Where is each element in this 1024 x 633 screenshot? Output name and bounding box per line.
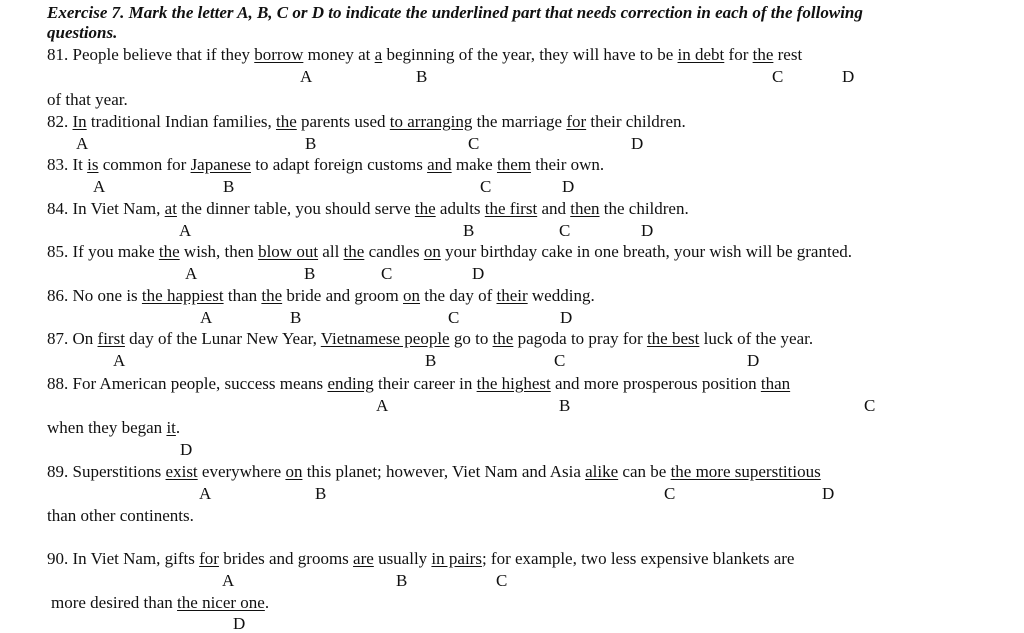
- label-a: A: [93, 177, 106, 196]
- option-d: their: [496, 286, 528, 305]
- option-a: borrow: [254, 45, 304, 64]
- label-a: A: [200, 308, 213, 327]
- option-c: the first: [484, 199, 538, 218]
- option-b: the: [414, 199, 436, 218]
- label-d: D: [562, 177, 575, 196]
- option-b: blow out: [258, 242, 319, 261]
- label-d: D: [641, 221, 654, 240]
- question-86: 86. No one is the happiest than the bride and groom on the day of their wedding.: [47, 286, 595, 305]
- label-a: A: [185, 264, 198, 283]
- label-a: A: [300, 67, 313, 86]
- label-c: C: [496, 571, 508, 590]
- option-b: on: [285, 462, 303, 481]
- label-b: B: [559, 396, 571, 415]
- label-d: D: [560, 308, 573, 327]
- label-a: A: [376, 396, 389, 415]
- exercise-title-continued: questions.: [47, 23, 118, 42]
- label-c: C: [448, 308, 460, 327]
- label-d: D: [472, 264, 485, 283]
- question-number: 83.: [47, 155, 69, 174]
- option-b: Vietnamese people: [320, 329, 450, 348]
- option-c: the: [492, 329, 514, 348]
- option-a: the: [158, 242, 180, 261]
- question-88: 88. For American people, success means ending their career in the highest and more prosperous position than: [47, 374, 791, 393]
- label-a: A: [199, 484, 212, 503]
- label-d: D: [822, 484, 835, 503]
- question-number: 86.: [47, 286, 69, 305]
- option-d: it: [166, 418, 176, 437]
- label-b: B: [315, 484, 327, 503]
- label-b: B: [305, 134, 317, 153]
- option-a: is: [87, 155, 99, 174]
- label-a: A: [113, 351, 126, 370]
- label-c: C: [772, 67, 784, 86]
- question-89: 89. Superstitions exist everywhere on this planet; however, Viet Nam and Asia alike can be the more superstitious: [47, 462, 821, 481]
- label-c: C: [468, 134, 480, 153]
- option-b: are: [353, 549, 374, 568]
- label-b: B: [425, 351, 437, 370]
- option-a: for: [199, 549, 219, 568]
- option-d: for: [566, 112, 587, 131]
- label-a: A: [179, 221, 192, 240]
- label-d: D: [180, 440, 193, 459]
- question-number: 81.: [47, 45, 69, 64]
- option-d: the: [752, 45, 774, 64]
- option-a: at: [164, 199, 177, 218]
- option-a: In: [72, 112, 87, 131]
- option-c: than: [760, 374, 791, 393]
- label-c: C: [480, 177, 492, 196]
- label-a: A: [76, 134, 89, 153]
- option-a: first: [97, 329, 125, 348]
- option-d: then: [570, 199, 600, 218]
- label-d: D: [747, 351, 760, 370]
- option-c: to arranging: [389, 112, 473, 131]
- option-c: on: [403, 286, 421, 305]
- option-c: in debt: [677, 45, 725, 64]
- question-82: 82. In traditional Indian families, the parents used to arranging the marriage for their children.: [47, 112, 686, 131]
- question-87: 87. On first day of the Lunar New Year, Vietnamese people go to the pagoda to pray for the best luck of the year.: [47, 329, 814, 348]
- label-a: A: [222, 571, 235, 590]
- option-c: the: [343, 242, 365, 261]
- label-b: B: [463, 221, 475, 240]
- label-b: B: [304, 264, 316, 283]
- label-b: B: [223, 177, 235, 196]
- option-a: exist: [165, 462, 198, 481]
- label-c: C: [864, 396, 876, 415]
- option-d: on: [423, 242, 441, 261]
- question-88-continuation: when they began it.: [47, 418, 181, 437]
- question-90-continuation: more desired than the nicer one.: [51, 593, 270, 612]
- option-c: alike: [585, 462, 619, 481]
- exercise-title: Exercise 7. Mark the letter A, B, C or D to indicate the underlined part that needs correction in each of the following: [47, 3, 863, 22]
- label-b: B: [396, 571, 408, 590]
- label-d: D: [631, 134, 644, 153]
- label-c: C: [664, 484, 676, 503]
- label-c: C: [381, 264, 393, 283]
- option-d: the more superstitious: [670, 462, 821, 481]
- option-b: a: [374, 45, 383, 64]
- question-89-continuation: than other continents.: [47, 506, 194, 525]
- option-a: the happiest: [141, 286, 224, 305]
- option-b: Japanese: [190, 155, 251, 174]
- question-number: 89.: [47, 462, 69, 481]
- option-a: ending: [327, 374, 374, 393]
- label-c: C: [559, 221, 571, 240]
- question-number: 84.: [47, 199, 69, 218]
- label-b: B: [416, 67, 428, 86]
- question-84: 84. In Viet Nam, at the dinner table, you should serve the adults the first and then the children.: [47, 199, 689, 218]
- option-b: the highest: [476, 374, 551, 393]
- label-d: D: [233, 614, 246, 633]
- label-d: D: [842, 67, 855, 86]
- option-c: in pairs: [431, 549, 482, 568]
- option-b: the: [261, 286, 283, 305]
- question-81-continuation: of that year.: [47, 90, 128, 109]
- question-number: 88.: [47, 374, 69, 393]
- option-d: the nicer one: [177, 593, 265, 612]
- question-83: 83. It is common for Japanese to adapt foreign customs and make them their own.: [47, 155, 605, 174]
- option-c: and: [427, 155, 452, 174]
- question-81: 81. People believe that if they borrow money at a beginning of the year, they will have to be in debt for the rest: [47, 45, 803, 64]
- question-number: 85.: [47, 242, 69, 261]
- label-b: B: [290, 308, 302, 327]
- question-90: 90. In Viet Nam, gifts for brides and grooms are usually in pairs; for example, two less expensive blankets are: [47, 549, 795, 568]
- question-number: 87.: [47, 329, 69, 348]
- option-d: them: [496, 155, 531, 174]
- option-b: the: [275, 112, 297, 131]
- question-number: 90.: [47, 549, 69, 568]
- question-number: 82.: [47, 112, 69, 131]
- option-d: the best: [646, 329, 700, 348]
- label-c: C: [554, 351, 566, 370]
- question-85: 85. If you make the wish, then blow out all the candles on your birthday cake in one breath, your wish will be granted.: [47, 242, 852, 261]
